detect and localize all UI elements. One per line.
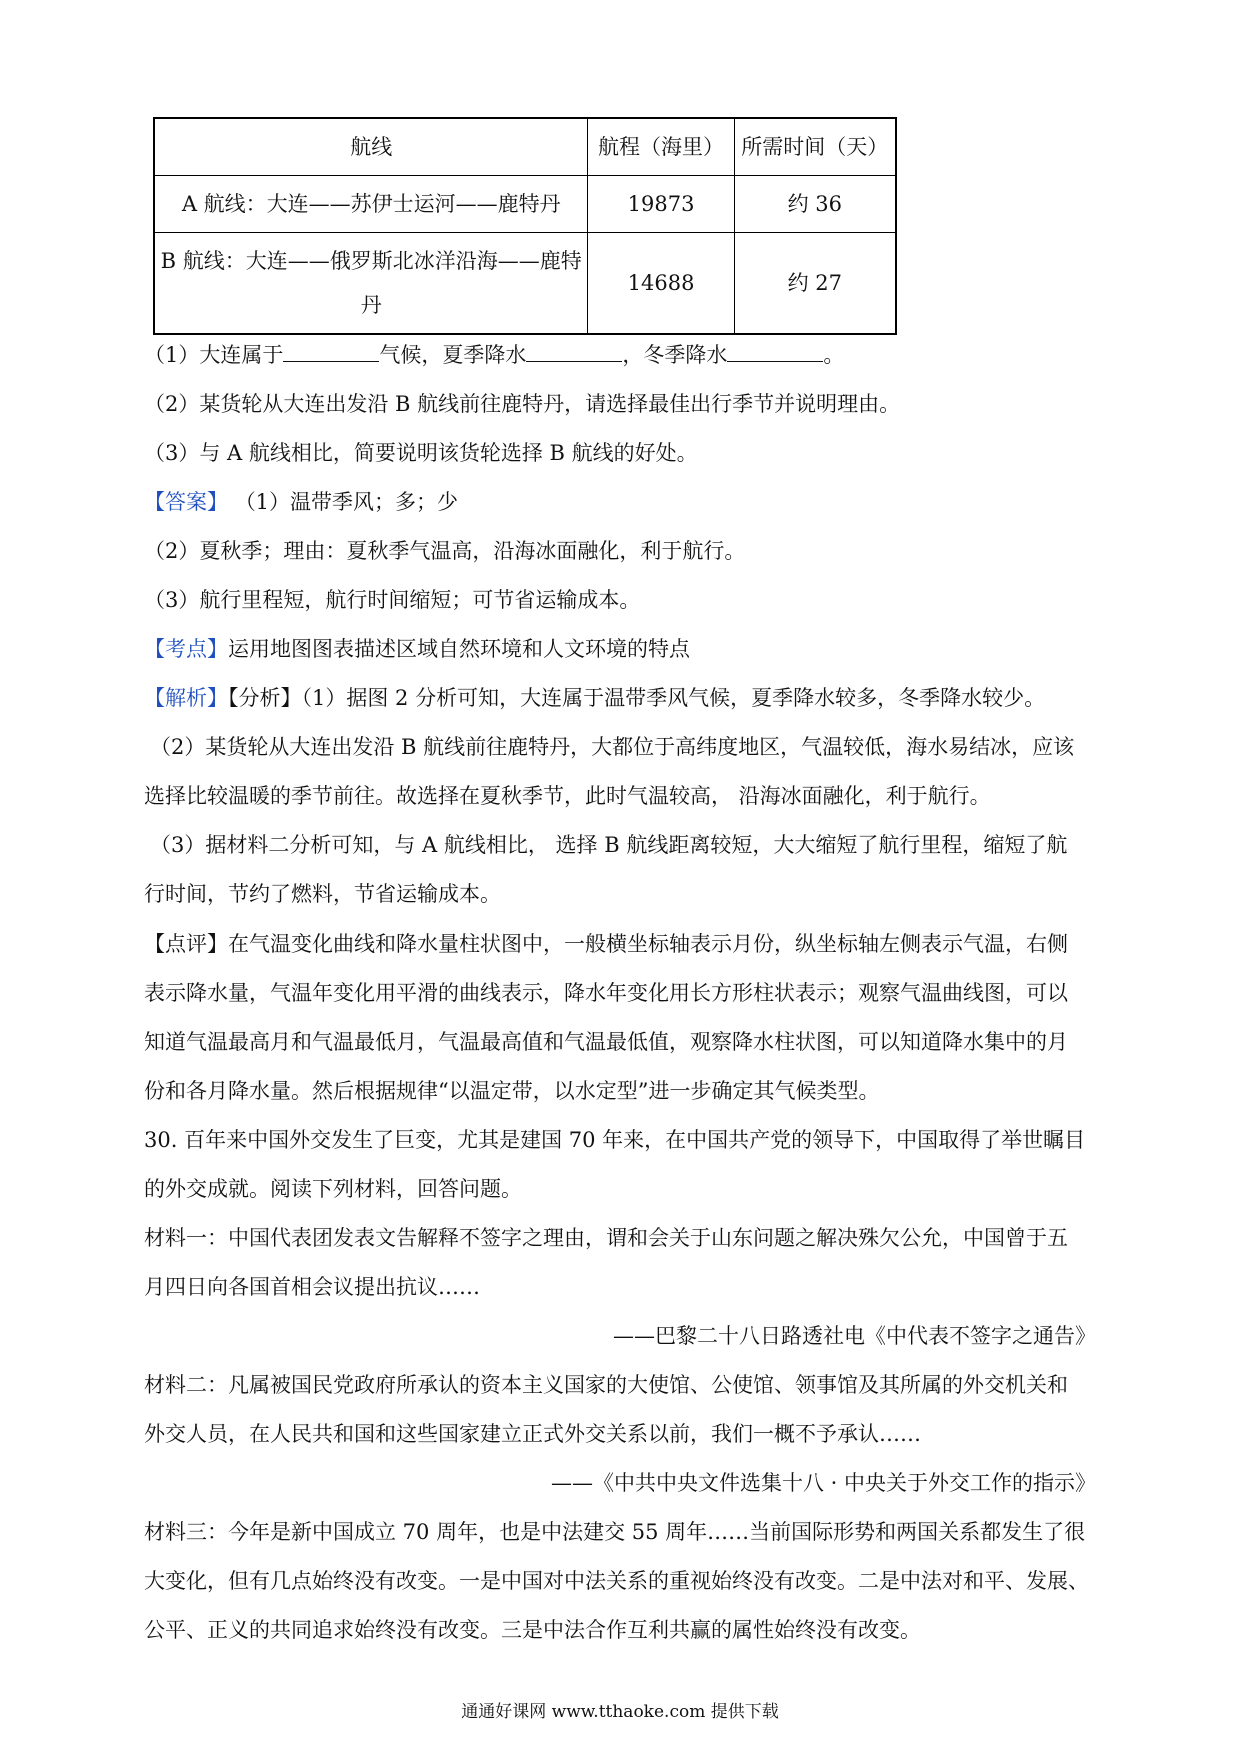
answer-line — [144, 487, 1104, 517]
table-header: 航程（海里） — [588, 118, 734, 176]
table-cell: 约 36 — [734, 176, 896, 233]
page-footer: 通通好课网 www.tthaoke.com 提供下载 — [461, 1702, 779, 1722]
material-2: 外交人员，在人民共和国和这些国家建立正式外交关系以前，我们一概不予承认…… — [144, 1422, 921, 1446]
table-header: 所需时间（天） — [734, 118, 896, 176]
material-3: 大变化，但有几点始终没有改变。一是中国对中法关系的重视始终没有改变。二是中法对和平、发展、 — [144, 1569, 1089, 1593]
jiexi-line: 行时间，节约了燃料，节省运输成本。 — [144, 882, 501, 906]
q1-text: ，冬季降水 — [622, 343, 728, 367]
kaodian-line — [144, 634, 1104, 664]
question-2: （2）某货轮从大连出发沿 B 航线前往鹿特丹，请选择最佳出行季节并说明理由。 — [144, 392, 901, 416]
q1-text: 。 — [823, 343, 845, 367]
answer-line: （2）夏秋季；理由：夏秋季气温高，沿海冰面融化，利于航行。 — [144, 539, 746, 563]
material-1: 材料一：中国代表团发表文告解释不签字之理由，谓和会关于山东问题之解决殊欠公允，中国曾于五 — [144, 1226, 1068, 1250]
jiexi-tag: 【解析】 — [144, 686, 228, 710]
table-row — [154, 233, 896, 335]
q1-text: （1）大连属于 — [144, 343, 284, 367]
table-cell: 19873 — [588, 176, 734, 233]
dianping-line: 知道气温最高月和气温最低月，气温最高值和气温最低值，观察降水柱状图，可以知道降水集中的月 — [144, 1030, 1068, 1054]
answer-text: （1）温带季风；多；少 — [234, 490, 459, 514]
question-30: 30. 百年来中国外交发生了巨变，尤其是建国 70 年来，在中国共产党的领导下，中国取得了举世瞩目 — [144, 1128, 1086, 1152]
jiexi-line: （3）据材料二分析可知，与 A 航线相比， 选择 B 航线距离较短，大大缩短了航行里程，缩短了航 — [150, 833, 1068, 857]
answer-blank — [727, 339, 823, 362]
kaodian-tag: 【考点】 — [144, 637, 228, 661]
table-cell: B 航线：大连——俄罗斯北冰洋沿海——鹿特丹 — [154, 233, 588, 335]
dianping-line: 份和各月降水量。然后根据规律“以温定带，以水定型”进一步确定其气候类型。 — [144, 1079, 880, 1103]
table-row — [154, 176, 896, 233]
jiexi-line — [144, 683, 1104, 713]
question-3: （3）与 A 航线相比，简要说明该货轮选择 B 航线的好处。 — [144, 441, 698, 465]
route-table — [153, 117, 897, 335]
jiexi-line: （2）某货轮从大连出发沿 B 航线前往鹿特丹，大都位于高纬度地区，气温较低，海水易结冰，应该 — [150, 735, 1075, 759]
material-2-source: ——《中共中央文件选集十八 · 中央关于外交工作的指示》 — [550, 1471, 1096, 1495]
dianping-line: 【点评】在气温变化曲线和降水量柱状图中，一般横坐标轴表示月份，纵坐标轴左侧表示气温，右侧 — [144, 932, 1068, 956]
material-3: 材料三：今年是新中国成立 70 周年，也是中法建交 55 周年……当前国际形势和两国关系都发生了很 — [144, 1520, 1086, 1544]
answer-blank — [526, 339, 622, 362]
material-2: 材料二：凡属被国民党政府所承认的资本主义国家的大使馆、公使馆、领事馆及其所属的外交机关和 — [144, 1373, 1068, 1397]
jiexi-text: 【分析】（1）据图 2 分析可知，大连属于温带季风气候，夏季降水较多，冬季降水较少。 — [228, 686, 1046, 710]
table-cell: 约 27 — [734, 233, 896, 335]
material-1-source: ——巴黎二十八日路透社电《中代表不签字之通告》 — [613, 1324, 1096, 1348]
answer-tag: 【答案】 — [144, 490, 228, 514]
jiexi-line: 选择比较温暖的季节前往。故选择在夏秋季节，此时气温较高， 沿海冰面融化，利于航行。 — [144, 784, 991, 808]
answer-line: （3）航行里程短，航行时间缩短；可节省运输成本。 — [144, 588, 641, 612]
table-cell: A 航线：大连——苏伊士运河——鹿特丹 — [154, 176, 588, 233]
material-3: 公平、正义的共同追求始终没有改变。三是中法合作互利共赢的属性始终没有改变。 — [144, 1618, 921, 1642]
material-1: 月四日向各国首相会议提出抗议…… — [144, 1275, 480, 1299]
table-cell: 14688 — [588, 233, 734, 335]
table-header: 航线 — [154, 118, 588, 176]
question-30: 的外交成就。阅读下列材料，回答问题。 — [144, 1177, 522, 1201]
dianping-line: 表示降水量，气温年变化用平滑的曲线表示，降水年变化用长方形柱状表示；观察气温曲线图，可以 — [144, 981, 1068, 1005]
question-1 — [144, 339, 1104, 370]
kaodian-text: 运用地图图表描述区域自然环境和人文环境的特点 — [228, 637, 690, 661]
answer-blank — [283, 339, 379, 362]
table-header-row — [154, 118, 896, 176]
q1-text: 气候，夏季降水 — [379, 343, 527, 367]
